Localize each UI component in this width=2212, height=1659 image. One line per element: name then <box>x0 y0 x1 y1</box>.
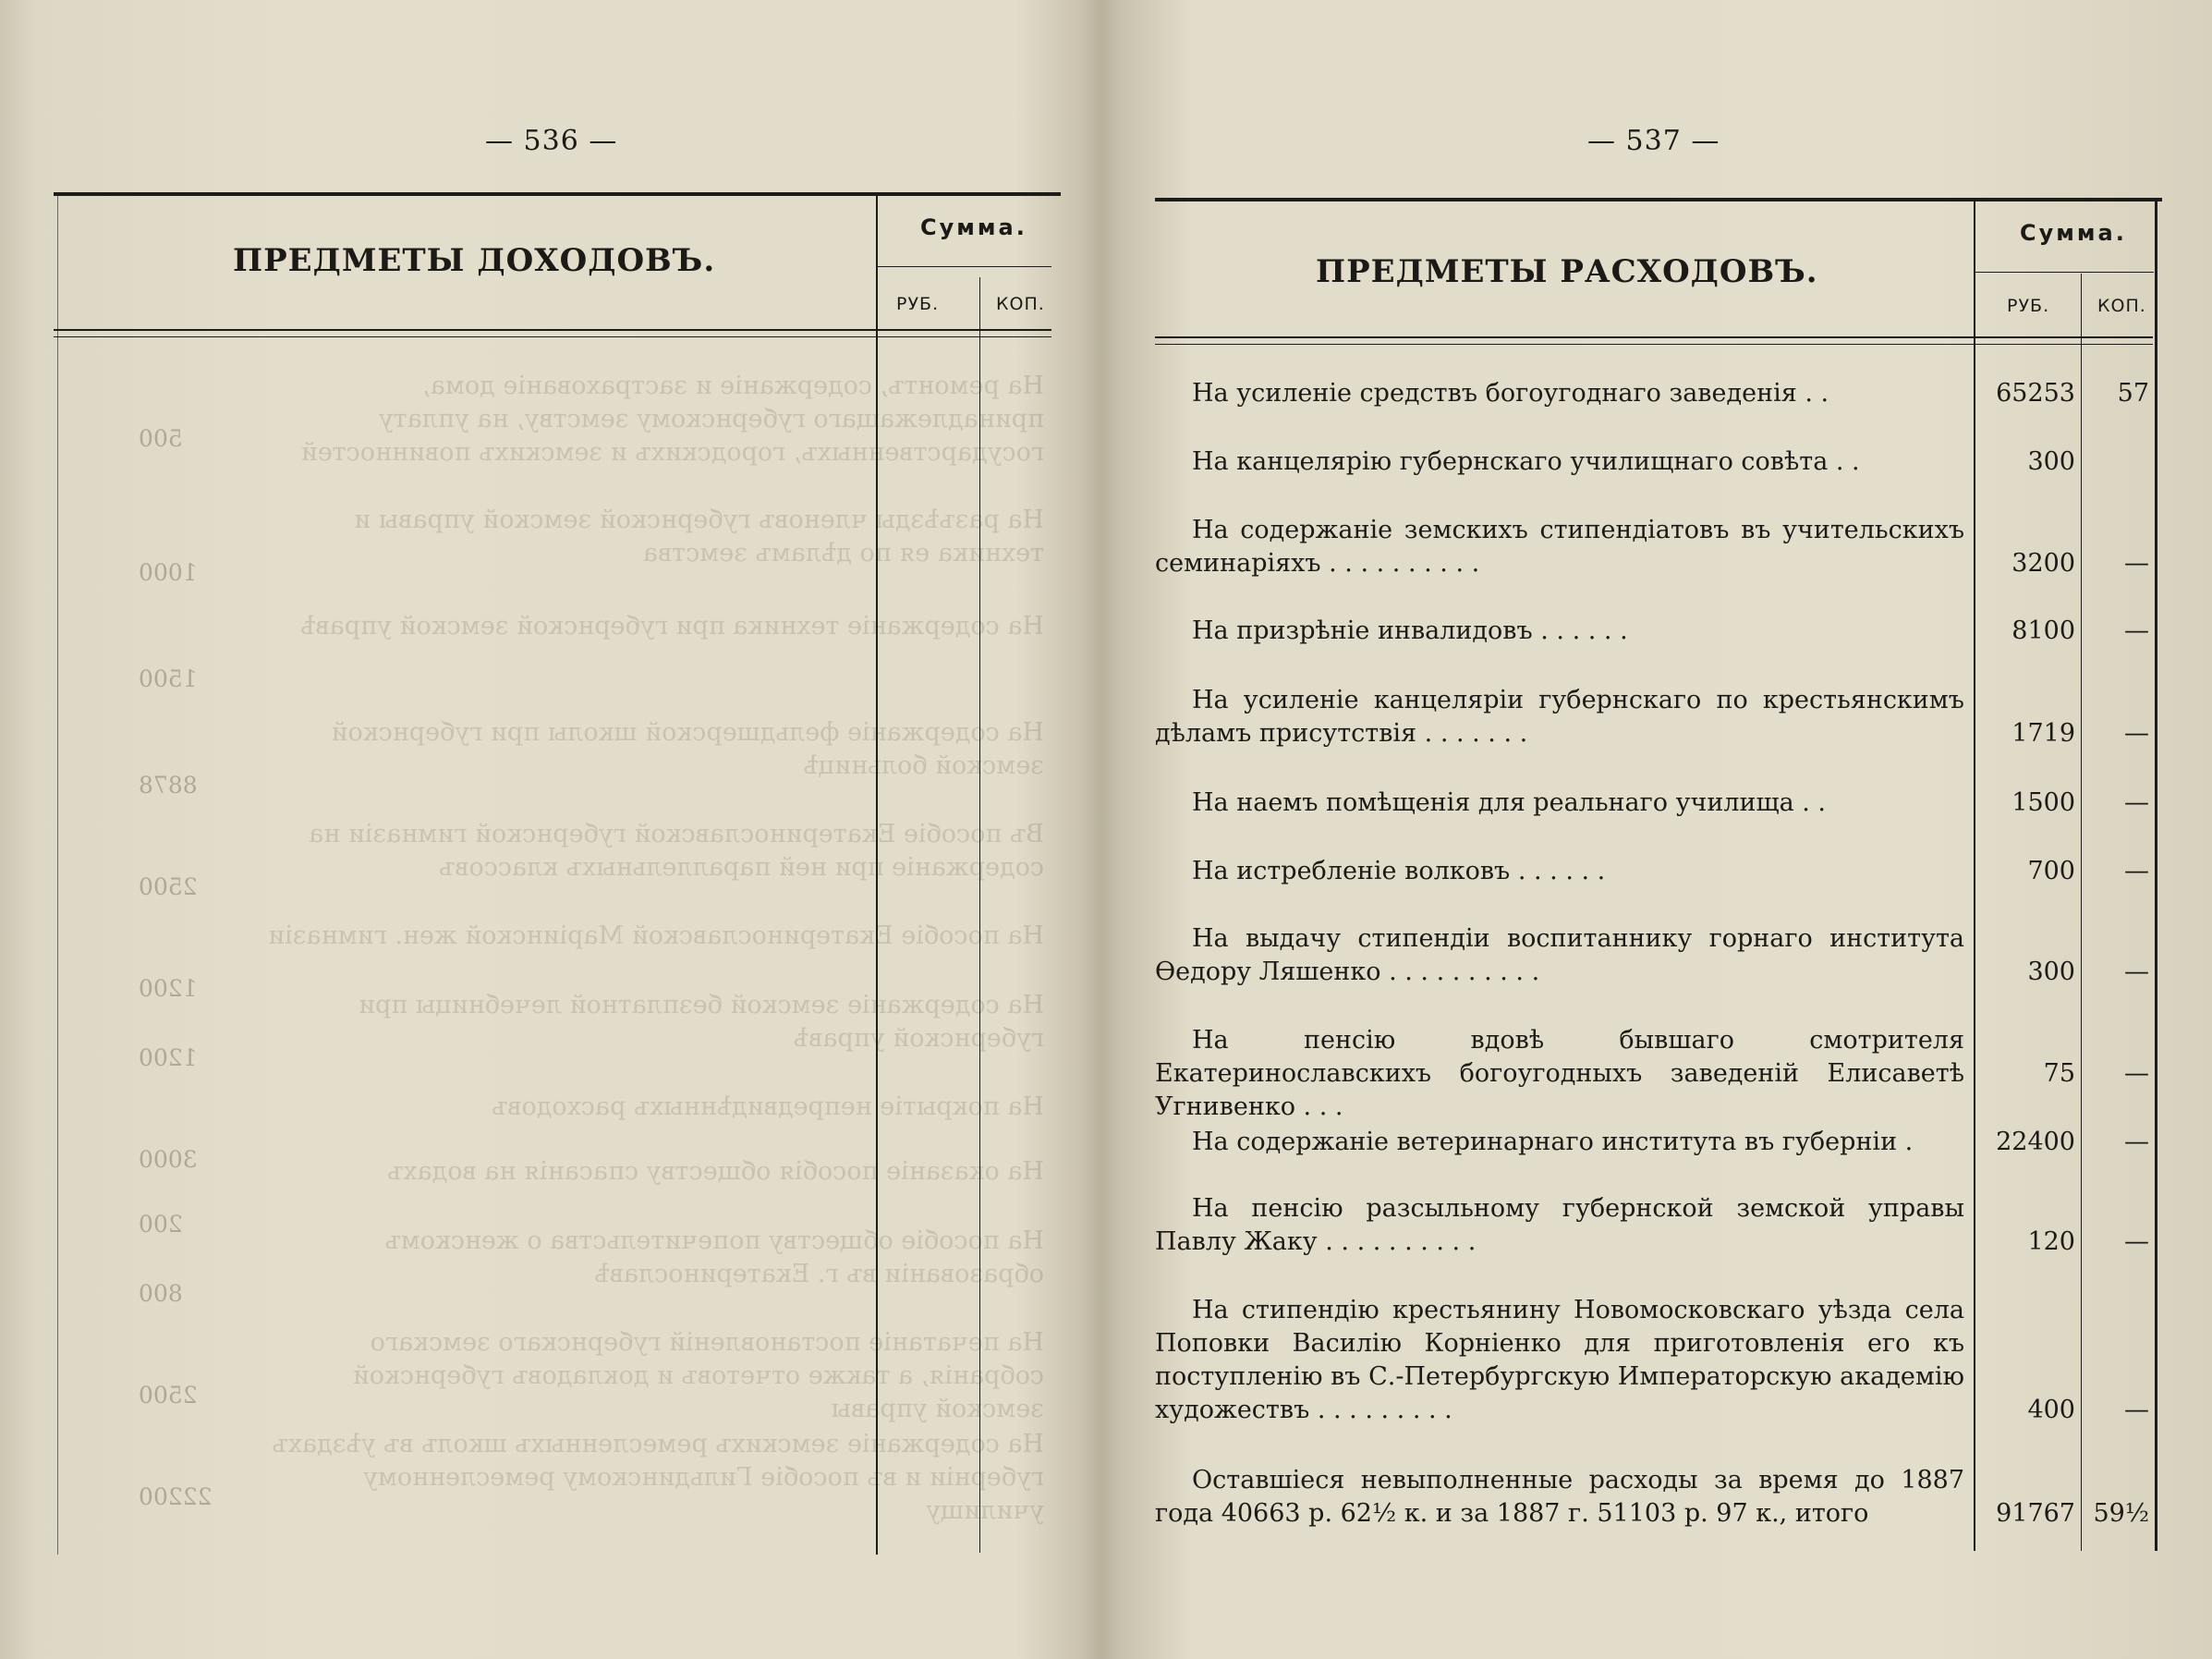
row-rub: 300 <box>2027 447 2075 476</box>
row-kop: — <box>2124 1227 2149 1256</box>
row-kop: — <box>2124 958 2149 986</box>
table-row <box>1155 787 2153 820</box>
bleed-through-line: На разъѣзды членовъ губернской земской управы и техника ея по дѣламъ земства <box>354 506 1044 567</box>
bleed-through-number: 1200 <box>139 1044 198 1071</box>
right-page <box>1114 0 2212 1659</box>
row-description: На пенсію вдовѣ бывшаго смотрителя Екатеринославскихъ богоугодныхъ заведеній Елисаветѣ Угнивенко . . . <box>1155 1026 1964 1121</box>
row-description: На истребленіе волковъ . . . . . . <box>1192 857 1606 885</box>
row-rub: 300 <box>2027 958 2075 986</box>
bleed-through-line: На пособіе Екатеринославской Маріинской жен. гимназіи <box>268 921 1044 950</box>
rub-header: РУБ. <box>896 294 940 314</box>
row-rub: 8100 <box>2011 616 2075 645</box>
kop-header: КОП. <box>996 294 1045 314</box>
rub-header: РУБ. <box>2007 296 2050 316</box>
table-row <box>1155 445 2153 479</box>
bleed-through-line: На оказаніе пособія обществу спасанія на водахъ <box>387 1157 1044 1186</box>
top-rule <box>54 192 1061 196</box>
bleed-through-number: 22200 <box>139 1483 213 1510</box>
row-kop: 57 <box>2117 379 2149 408</box>
bleed-through-line: На содержаніе фельдшерской школы при губернской земской больницѣ <box>331 718 1044 780</box>
row-rub: 75 <box>2043 1059 2075 1088</box>
table-row <box>1155 1294 2153 1427</box>
row-kop: — <box>2124 1396 2149 1424</box>
bleed-through-line: Въ пособіе Екатеринославской губернской гимназіи на содержаніе при ней параллельныхъ классовъ <box>309 820 1044 882</box>
row-description: На выдачу стипендіи воспитаннику горнаго института Ѳедору Ляшенко . . . . . . . . . . <box>1155 924 1964 986</box>
bleed-through-line: На покрытіе непредвидѣнныхъ расходовъ <box>492 1092 1044 1121</box>
row-kop: — <box>2124 719 2149 748</box>
table-row <box>1155 615 2153 648</box>
table-row <box>1155 1464 2153 1531</box>
bleed-through-number: 2500 <box>139 1382 198 1409</box>
sum-subrule <box>876 266 1051 267</box>
header-rule-2 <box>1155 344 2153 345</box>
table-row <box>1155 1024 2153 1121</box>
row-kop: — <box>2124 549 2149 578</box>
table-row <box>1155 922 2153 989</box>
left-border <box>57 196 58 1555</box>
bleed-through-number: 8878 <box>139 772 198 799</box>
bleed-through-line: На пособіе обществу попечительства о женскомъ образованіи въ г. Екатеринославѣ <box>384 1226 1044 1288</box>
row-rub: 400 <box>2027 1396 2075 1424</box>
page-number: — 537 — <box>1587 125 1720 157</box>
table-row <box>1155 684 2153 750</box>
row-kop: — <box>2124 1059 2149 1088</box>
row-description: Оставшіеся невыполненные расходы за время до 1887 года 40663 р. 62½ к. и за 1887 г. 51103 р. 97 к., итого <box>1155 1466 1964 1528</box>
bleed-through-line: На ремонтъ, содержаніе и застрахованіе дома, принадлежащаго губернскому земству, на уплату государственныхъ, городскихъ и земскихъ повинностей <box>300 372 1044 467</box>
row-kop: — <box>2124 857 2149 885</box>
row-description: На призрѣніе инвалидовъ . . . . . . <box>1192 616 1628 645</box>
right-border <box>2155 201 2157 1551</box>
row-description: На стипендію крестьянину Новомосковскаго уѣзда села Поповки Василію Корніенко для приготовленія его къ поступленію въ С.-Петербургскую Императорскую академію художествъ . . . . . . . . . <box>1155 1296 1964 1424</box>
bleed-through-line: На содержаніе техника при губернской земской управѣ <box>300 612 1044 640</box>
bleed-through-line: На содержаніе земской безплатной лечебницы при губернской управѣ <box>358 991 1044 1053</box>
left-page <box>0 0 1098 1659</box>
row-description: На содержаніе земскихъ стипендіатовъ въ учительскихъ семинаріяхъ . . . . . . . . . . <box>1155 516 1964 578</box>
bleed-through-line: На печатаніе постановленій губернскаго земскаго собранія, а также отчетовъ и докладовъ губернской земской управы <box>352 1328 1044 1423</box>
top-rule <box>1155 198 2162 201</box>
row-rub: 700 <box>2027 857 2075 885</box>
row-rub: 1500 <box>2011 788 2075 817</box>
header-rule-2 <box>54 336 1051 337</box>
row-kop: — <box>2124 788 2149 817</box>
bleed-through-line: На содержаніе земскихъ ремесленныхъ школъ въ уѣздахъ губерніи и въ пособіе Гильдинскому ремесленному училищу <box>272 1430 1044 1525</box>
page-number: — 536 — <box>485 125 618 157</box>
sum-header: Сумма. <box>2020 220 2127 246</box>
row-kop: 59½ <box>2093 1499 2149 1528</box>
row-rub: 120 <box>2027 1227 2075 1256</box>
bleed-through-number: 1000 <box>139 559 198 586</box>
row-rub: 22400 <box>1996 1128 2075 1156</box>
row-description: На канцелярію губернскаго училищнаго совѣта . . <box>1192 447 1860 476</box>
page-title: ПРЕДМЕТЫ ДОХОДОВЪ. <box>233 242 716 279</box>
sum-subrule <box>1974 272 2154 273</box>
row-rub: 65253 <box>1996 379 2075 408</box>
header-rule <box>54 329 1051 331</box>
bleed-through-number: 3000 <box>139 1146 198 1173</box>
sum-header: Сумма. <box>920 214 1027 240</box>
row-rub: 3200 <box>2011 549 2075 578</box>
row-description: На содержаніе ветеринарнаго института въ губерніи . <box>1192 1128 1914 1156</box>
row-rub: 91767 <box>1996 1499 2075 1528</box>
table-row <box>1155 377 2153 410</box>
table-row <box>1155 514 2153 580</box>
row-description: На усиленіе средствъ богоугоднаго заведенія . . <box>1192 379 1829 408</box>
bleed-through-number: 200 <box>139 1211 183 1238</box>
bleed-through-number: 1500 <box>139 665 198 692</box>
bleed-through-number: 500 <box>139 425 183 452</box>
table-row <box>1155 1192 2153 1259</box>
bleed-through-number: 1200 <box>139 975 198 1002</box>
table-row <box>1155 1126 2153 1159</box>
row-description: На усиленіе канцеляріи губернскаго по крестьянскимъ дѣламъ присутствія . . . . . . . <box>1155 686 1964 748</box>
header-rule <box>1155 336 2153 338</box>
row-description: На пенсію разсыльному губернской земской управы Павлу Жаку . . . . . . . . . . <box>1155 1194 1964 1256</box>
row-kop: — <box>2124 616 2149 645</box>
page-title: ПРЕДМЕТЫ РАСХОДОВЪ. <box>1316 253 1818 290</box>
row-kop: — <box>2124 1128 2149 1156</box>
bleed-through-number: 2500 <box>139 873 198 900</box>
table-row <box>1155 855 2153 888</box>
bleed-through-number: 800 <box>139 1280 183 1307</box>
row-description: На наемъ помѣщенія для реальнаго училища . . <box>1192 788 1827 817</box>
kop-header: КОП. <box>2097 296 2146 316</box>
row-rub: 1719 <box>2011 719 2075 748</box>
